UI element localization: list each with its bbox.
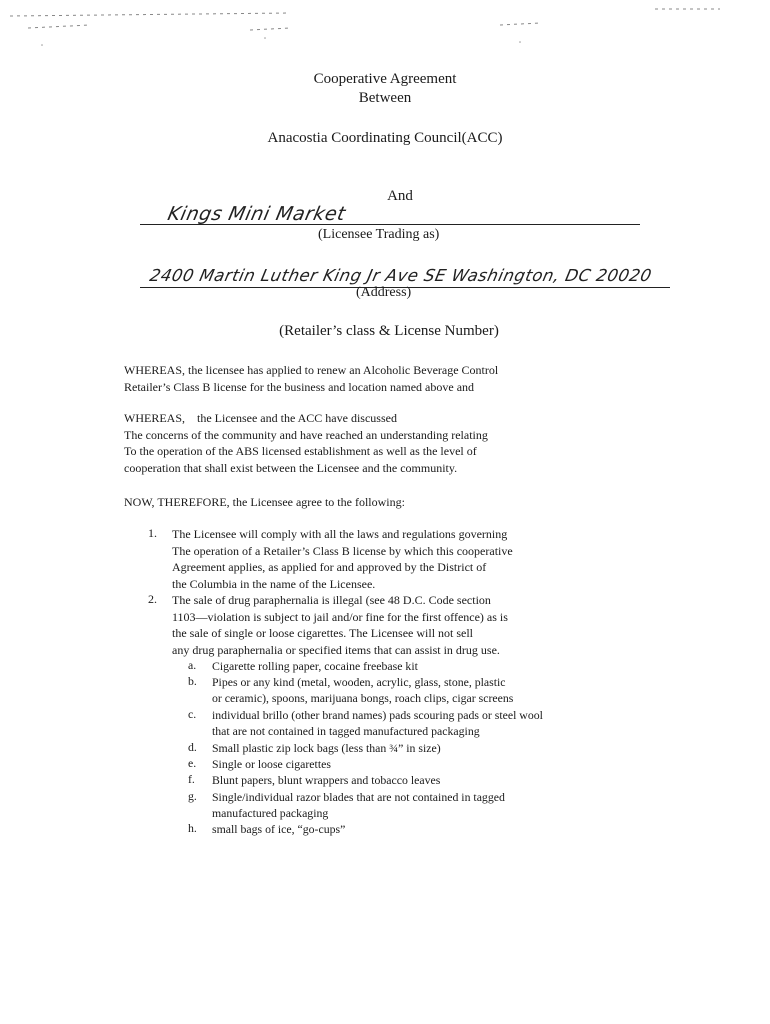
text-line: WHEREAS, the Licensee and the ACC have discussed xyxy=(124,411,397,425)
text-line: small bags of ice, “go-cups” xyxy=(212,822,346,836)
text-line: cooperation that shall exist between the Licensee and the community. xyxy=(124,460,458,475)
text-line: Single or loose cigarettes xyxy=(212,757,331,771)
text-line: 1103—violation is subject to jail and/or fine for the first offence) as is xyxy=(172,609,508,624)
party-one-name: Anacostia Coordinating Council(ACC) xyxy=(267,130,503,146)
list-item-1 xyxy=(172,526,513,592)
sub-item-h xyxy=(212,821,345,837)
text-line: Single/individual razor blades that are not contained in tagged xyxy=(212,790,505,804)
document-title: Cooperative Agreement xyxy=(313,71,457,87)
handwritten-licensee-name: Kings Mini Market xyxy=(165,203,348,225)
text-line: Small plastic zip lock bags (less than ¾” in size) xyxy=(212,741,441,755)
item-number: 2. xyxy=(148,592,157,606)
now-therefore-text: NOW, THEREFORE, the Licensee agree to the following: xyxy=(124,495,405,509)
sub-item-letter: f. xyxy=(188,772,195,786)
text-line: WHEREAS, the licensee has applied to renew an Alcoholic Beverage Control xyxy=(124,363,499,377)
text-line: The Licensee will comply with all the laws and regulations governing xyxy=(172,527,508,541)
sub-item-letter: c. xyxy=(188,707,197,721)
text-line: any drug paraphernalia or specified items that can assist in drug use. xyxy=(172,642,500,657)
sub-item-letter: a. xyxy=(188,658,197,672)
sub-item-letter: e. xyxy=(188,756,197,770)
sub-item-f xyxy=(212,772,440,788)
sub-item-letter: g. xyxy=(188,789,197,803)
text-line: manufactured packaging xyxy=(212,806,329,820)
text-line: Retailer’s Class B license for the business and location named above and xyxy=(124,379,475,394)
sub-item-letter: b. xyxy=(188,674,197,688)
text-line: or ceramic), spoons, marijuana bongs, roach clips, cigar screens xyxy=(212,691,514,705)
text-line: Pipes or any kind (metal, wooden, acrylic, glass, stone, plastic xyxy=(212,675,506,689)
list-item-2 xyxy=(172,592,508,658)
text-line: Blunt papers, blunt wrappers and tobacco leaves xyxy=(212,773,441,787)
text-line: The operation of a Retailer’s Class B license by which this cooperative xyxy=(172,543,513,558)
sub-item-d xyxy=(212,740,441,756)
text-line: that are not contained in tagged manufactured packaging xyxy=(212,724,480,738)
sub-item-a xyxy=(212,658,418,674)
item-number: 1. xyxy=(148,526,157,540)
text-line: The concerns of the community and have reached an understanding relating xyxy=(124,427,488,442)
whereas-paragraph-2 xyxy=(124,410,488,476)
scan-artifacts xyxy=(0,0,770,60)
sub-item-e xyxy=(212,756,331,772)
sub-item-b xyxy=(212,674,513,706)
text-line: To the operation of the ABS licensed establishment as well as the level of xyxy=(124,444,477,458)
sub-item-g xyxy=(212,789,505,821)
text-line: the Columbia in the name of the Licensee. xyxy=(172,576,376,591)
licensee-label: (Licensee Trading as) xyxy=(318,227,440,242)
sub-item-letter: d. xyxy=(188,740,197,754)
address-label: (Address) xyxy=(356,285,412,300)
whereas-paragraph-1 xyxy=(124,362,498,395)
and-text: And xyxy=(387,188,413,204)
text-line: individual brillo (other brand names) pads scouring pads or steel wool xyxy=(212,708,543,722)
text-line: the sale of single or loose cigarettes. The Licensee will not sell xyxy=(172,626,474,640)
text-line: Cigarette rolling paper, cocaine freebase kit xyxy=(212,659,418,673)
licensee-name-line xyxy=(140,224,640,225)
license-label: (Retailer’s class & License Number) xyxy=(279,323,499,339)
sub-item-c xyxy=(212,707,543,739)
sub-item-letter: h. xyxy=(188,821,197,835)
text-line: Agreement applies, as applied for and approved by the District of xyxy=(172,560,487,574)
between-text: Between xyxy=(358,90,412,106)
handwritten-address: 2400 Martin Luther King Jr Ave SE Washington, DC 20020 xyxy=(147,266,654,285)
text-line: The sale of drug paraphernalia is illegal (see 48 D.C. Code section xyxy=(172,593,491,607)
